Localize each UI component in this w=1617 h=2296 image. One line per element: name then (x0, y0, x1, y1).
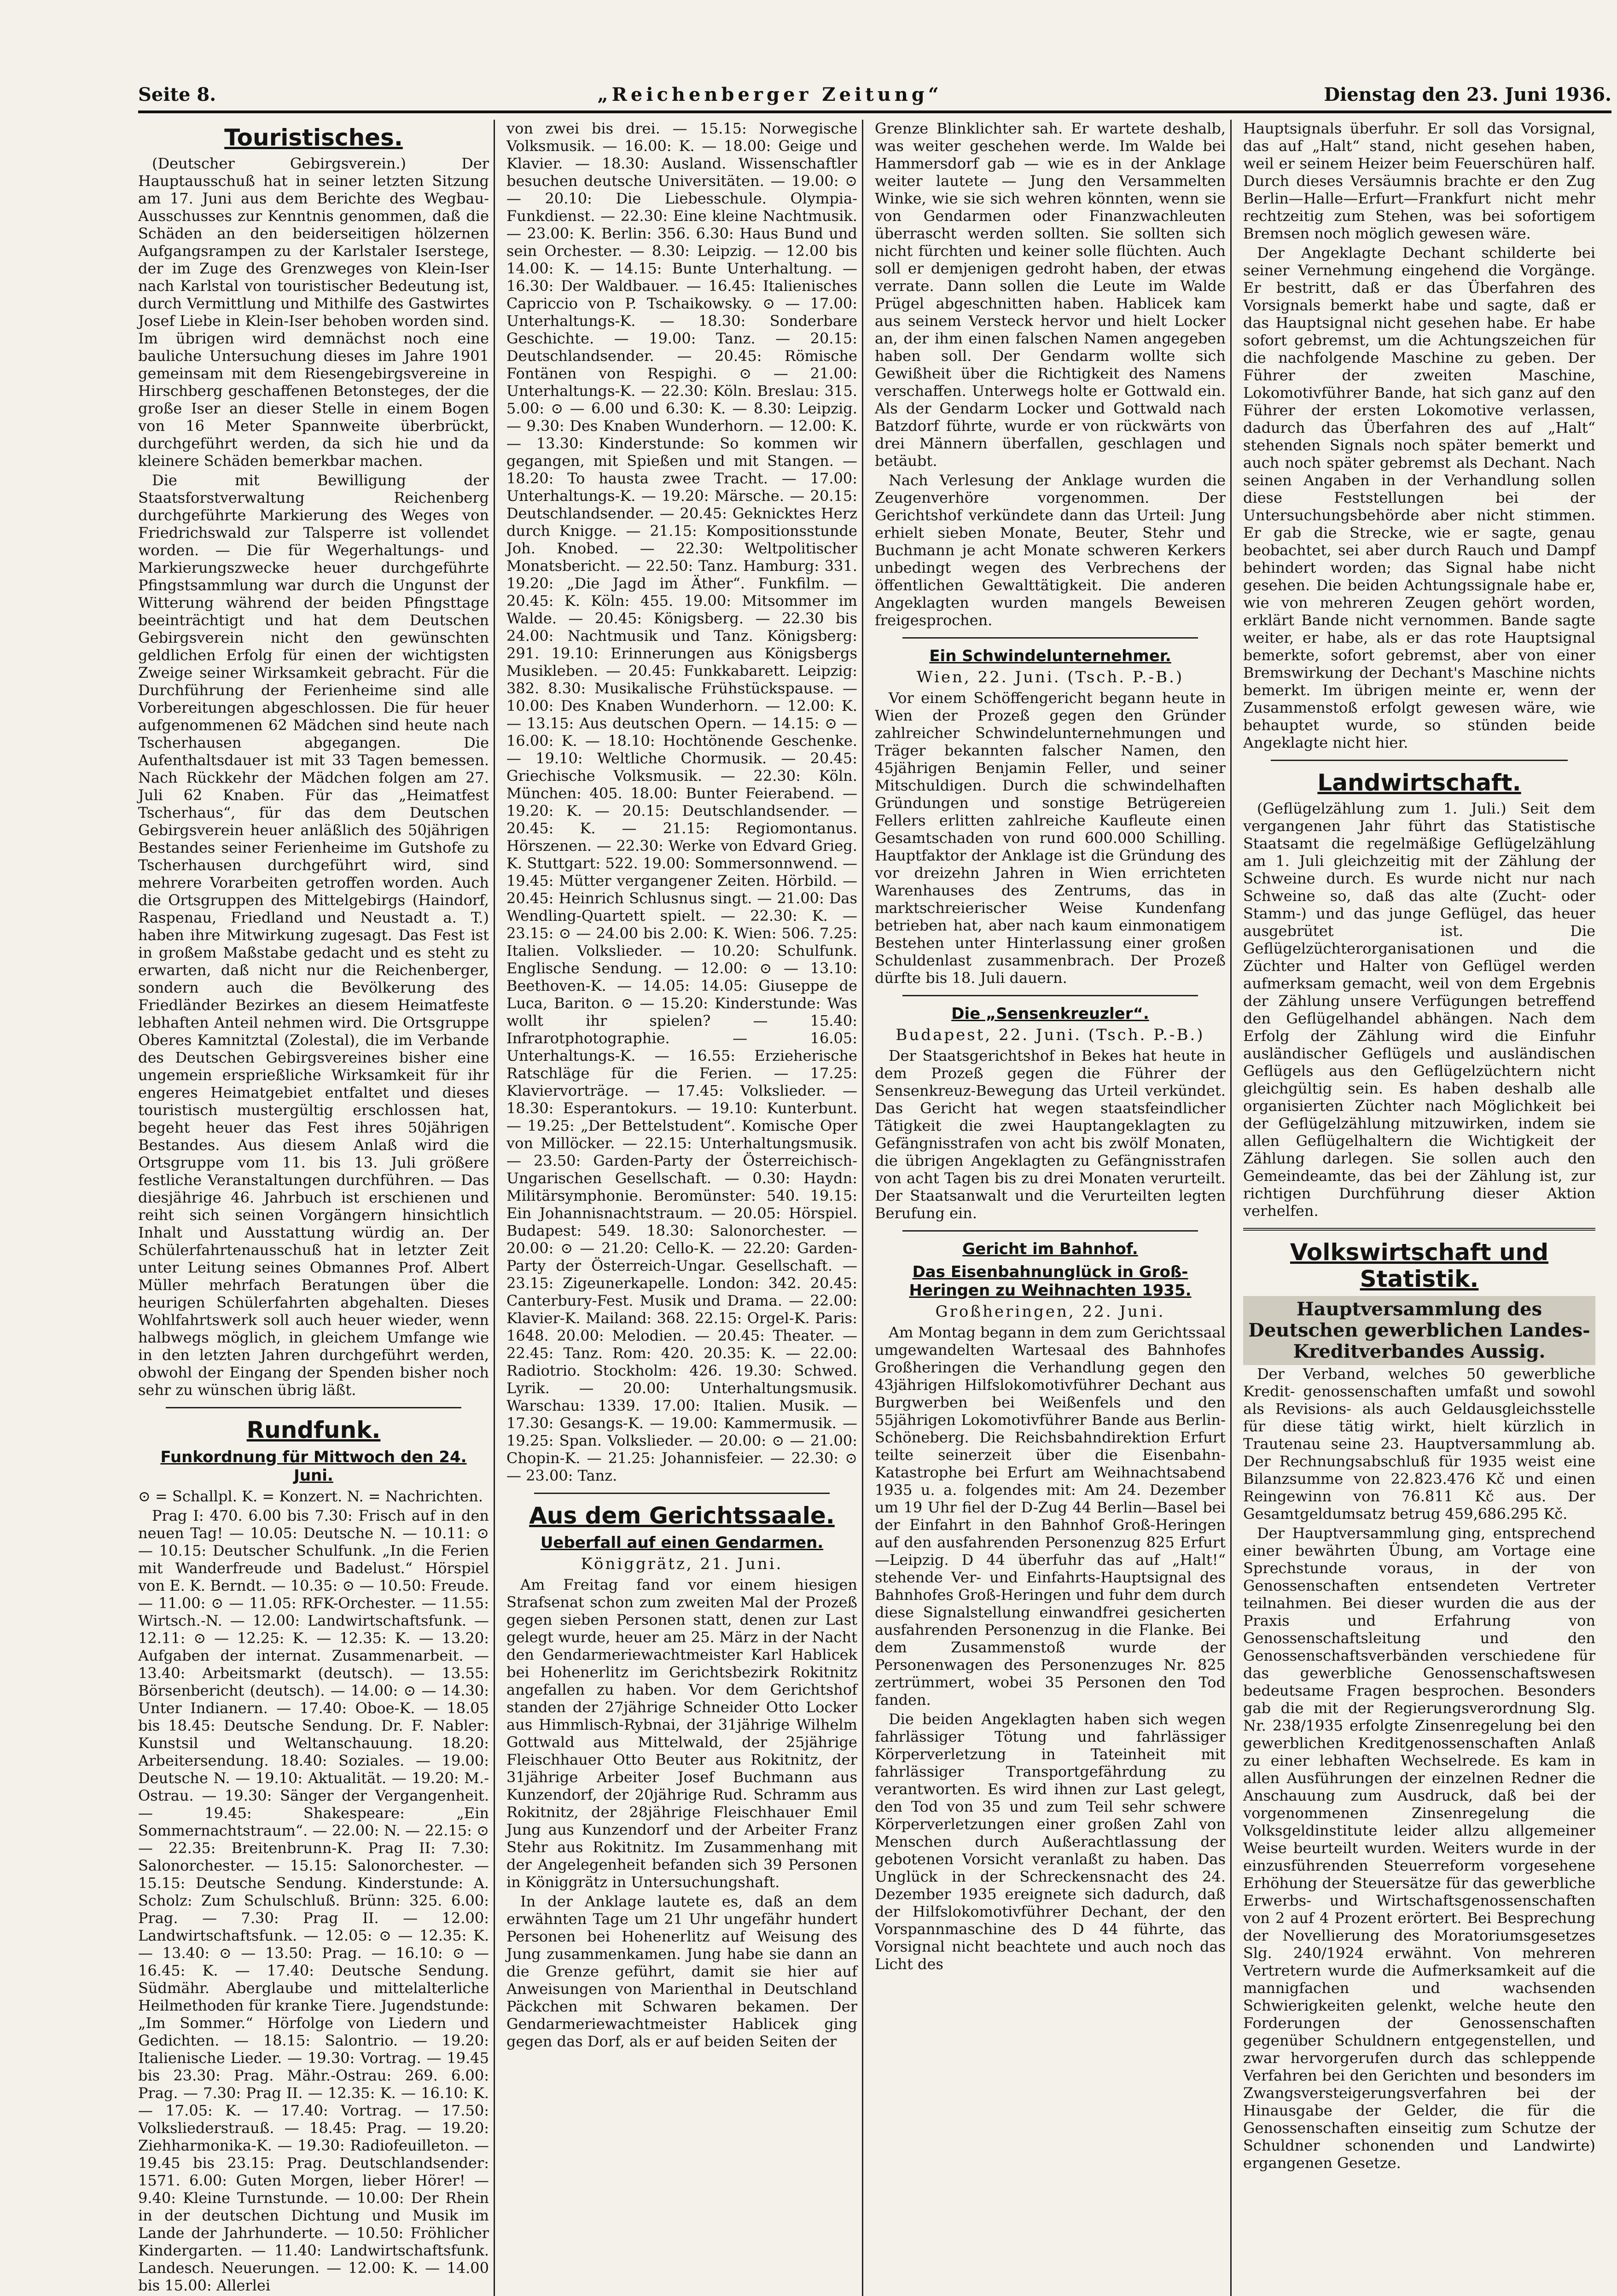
divider (166, 1407, 461, 1408)
article-paragraph: (Geflügelzählung zum 1. Juli.) Seit dem vergangenen Jahr führt das Statistische Staatsamt die regelmäßige Geflügelzählung am 1. Juli gleichzeitig mit der Zählung der Schweine durch. Es wurde nicht nur nach Schweine so, daß das alte (Zucht- oder Stamm-) und das junge Geflügel, das heuer ausgebrütet ist. Die Geflügelzüchterorganisationen und die Züchter und Halter von Geflügel werden aufmerksam gemacht, weil von dem Ergebnis der Zählung unsere Verfügungen betreffend den Geflügelhandel abhängen. Nach dem Erfolg der Zählung wird die Einfuhr ausländischer Geflügels und ausländischen Geflügels aus den Geflügelzüchtern nicht gleichgültig sein. Es haben deshalb alle organisierten Züchter nach Möglichkeit bei der Geflügelzählung mitzuwirken, indem sie allen Geflügelhaltern die Wichtigkeit der Zählung darlegen. Sie sollen auch den Gemeindeamte, das bei der Zählung ist, zur richtigen Durchführung dieser Aktion verhelfen. (1243, 800, 1595, 1220)
rundfunk-program: Prag I: 470. 6.00 bis 7.30: Frisch auf in den neuen Tag! — 10.05: Deutsche N. — 10.11: ⊙ — 10.15: Deutscher Schulfunk. „In die Ferien mit Wanderfreude und Badelust.“ Hörspiel von E. K. Berndt. — 10.35: ⊙ — 10.50: Freude. — 11.00: ⊙ — 11.05: RFK-Orchester. — 11.55: Wirtsch.-N. — 12.00: Landwirtschaftsfunk. — 12.11: ⊙ — 12.25: K. — 12.35: K. — 13.20: Aufgaben der internat. Zusammenarbeit. — 13.40: Arbeitsmarkt (deutsch). — 13.55: Börsenbericht (deutsch). — 14.00: ⊙ — 14.30: Unter Indianern. — 17.40: Oboe-K. — 18.05 bis 18.45: Deutsche Sendung. Dr. F. Nabler: Kunstsil und Weltanschauung. 18.20: Arbeitersendung. 18.40: Soziales. — 19.00: Deutsche N. — 19.10: Aktualität. — 19.20: M.-Ostrau. — 19.30: Sänger der Vergangenheit. — 19.45: Shakespeare: „Ein Sommernachtstraum“. — 22.00: N. — 22.15: ⊙ — 22.35: Breitenbrunn-K. Prag II: 7.30: Salonorchester. — 15.15: Salonorchester. — 15.15: Deutsche Sendung. Kinderstunde: A. Scholz: Zum Schulschluß. Brünn: 325. 6.00: Prag. — 7.30: Prag II. — 12.00: Landwirtschaftsfunk. — 12.05: ⊙ — 12.35: K. — 13.40: ⊙ — 13.50: Prag. — 16.10: ⊙ — 16.45: K. — 17.40: Deutsche Sendung. Südmähr. Aberglaube und mittelalterliche Heilmethoden für kranke Tiere. Jugendstunde: „Im Sommer.“ Hörfolge von Liedern und Gedichten. — 18.15: Salontrio. — 19.20: Italienische Lieder. — 19.30: Vortrag. — 19.45 bis 23.30: Prag. Mähr.-Ostrau: 269. 6.00: Prag. — 7.30: Prag II. — 12.35: K. — 16.10: K. — 17.05: K. — 17.40: Vortrag. — 17.50: Volksliederstrauß. — 18.45: Prag. — 19.20: Ziehharmonika-K. — 19.30: Radiofeuilleton. — 19.45 bis 23.15: Prag. Deutschlandsender: 1571. 6.00: Guten Morgen, lieber Hörer! — 9.40: Kleine Turnstunde. — 10.00: Der Rhein in der deutschen Dichtung und Musik im Lande der Jahrhunderte. — 10.50: Fröhlicher Kindergarten. — 11.40: Landwirtschaftsfunk. Landesch. Neuerungen. — 12.00: K. — 14.00 bis 15.00: Allerlei (138, 1507, 489, 2294)
dateline: Budapest, 22. Juni. (Tsch. P.-B.) (896, 1026, 1205, 1044)
divider (1271, 760, 1568, 761)
dateline: Großheringen, 22. Juni. (935, 1302, 1165, 1321)
article-paragraph: Der Hauptversammlung ging, entsprechend einer bewährten Übung, am Vortage eine Sprechstunde voraus, in der von Genossenschaften entsendeten Vertreter teilnahmen. Bei dieser wurden die aus der Praxis und Erfahrung von Genossenschaftsleitung und den Genossenschaftsverbänden verschiedene für das gewerbliche Genossenschaftswesen bedeutsame Fragen besprochen. Besonders gab die mit der Regierungsverordnung Slg. Nr. 238/1935 erfolgte Zinsenregelung bei den gewerblichen Kreditgenossenschaften Anlaß zu einer lebhaften Wechselrede. Es kam in allen Ausführungen der einzelnen Redner die Anschauung zum Ausdruck, daß bei der vorgenommenen Zinsenregelung die Volksgeldinstitute leider allzu allgemeiner Weise beurteilt wurden. Weiters wurde in der einzusführenden Steuerreform vorgesehene Erhöhung der Steuersätze für das gewerbliche Erwerbs- und Wirtschaftsgenossenschaften von 2 auf 4 Prozent erörtert. Bei Besprechung der Novellierung des Moratoriumsgesetzes Slg. 240/1924 erwähnt. Von mehreren Vertretern wurde die Aufmerksamkeit auf die mannigfachen und wachsenden Schwierigkeiten gelenkt, welche heute den Forderungen der Genossenschaften gegenüber Schuldnern entgegenstellen, und zwar hervorgerufen durch das schleppende Verfahren bei den Gerichten und besonders im Zwangsversteigerungsverfahren bei der Hinausgabe der Gelder, die für die Genossenschaften einseitig zum Schutze der Schuldner schonenden und Landwirte) ergangenen Gesetze. (1243, 1524, 1595, 2172)
article-paragraph: Vor einem Schöffengericht begann heute in Wien der Prozeß gegen den Gründer zahlreicher Schwindelunternehmungen und Träger bekannten falscher Namen, den 45jährigen Benjamin Feller, und seiner Mitschuldigen. Durch die schwindelhaften Gründungen und sonstige Betrügereien Fellers erlitten zahlreiche Kaufleute einen Gesamtschaden von rund 600.000 Schilling. Hauptfaktor der Anklage ist die Gründung des vor dreizehn Jahren in Wien errichteten Warenhauses des Zentrums, das in marktschreierischer Weise Kundenfang betrieben hat, aber nach kaum einmonatigem Bestehen unter Hinterlassung einer großen Schuldenlast zusammenbrach. Der Prozeß dürfte bis 18. Juli dauern. (875, 689, 1226, 987)
column-3 (875, 120, 1232, 2296)
article-title-highlighted: Hauptversammlung des Deutschen gewerblichen Landes-Kreditverbandes Aussig. (1243, 1296, 1595, 1365)
article-paragraph: Der Verband, welches 50 gewerbliche Kredit- genossenschaften umfaßt und sowohl als Revisions- als auch Geldausgleichsstelle für diese tätig wirkt, hielt kürzlich in Trautenau seine 23. Hauptversammlung ab. Der Rechnungsabschluß für 1935 weist eine Bilanzsumme von 22.823.476 Kč und einen Reingewinn von 76.811 Kč aus. Der Gesamtgeldumsatz betrug 459,686.295 Kč. (1243, 1365, 1595, 1523)
article-subtitle: Das Eisenbahnunglück in Groß-Heringen zu Weihnachten 1935. (909, 1263, 1192, 1300)
dateline: Wien, 22. Juni. (Tsch. P.-B.) (916, 668, 1184, 686)
article-paragraph: Die beiden Angeklagten haben sich wegen fahrlässiger Tötung und fahrlässiger Körperverletzung in Tateinheit mit fahrlässiger Transportgefährdung zu verantworten. Es wird ihnen zur Last gelegt, den Tod von 35 und zum Teil sehr schwere Körperverletzungen einer großen Zahl von Menschen durch Außerachtlassung der gebotenen Vorsicht veranlaßt zu haben. Das Unglück in der Schreckensnacht des 24. Dezember 1935 ereignete sich dadurch, daß der Hilfslokomotivführer Dechant, der den Vorspannmaschine des D 44 führte, das Vorsignal nicht beachtete und auch noch das Licht des (875, 1710, 1226, 1973)
dateline: Königgrätz, 21. Juni. (581, 1555, 783, 1573)
rundfunk-legend: ⊙ = Schallpl. K. = Konzert. N. = Nachrichten. (138, 1488, 483, 1505)
rundfunk-program-cont: von zwei bis drei. — 15.15: Norwegische Volksmusik. — 16.00: K. — 18.00: Geige und Klavier. — 18.30: Ausland. Wissenschaftler besuchen deutsche Universitäten. — 19.00: ⊙ — 20.10: Die Liebesschule. Olympia-Funkdienst. — 22.30: Eine kleine Nachtmusik. — 23.00: K. Berlin: 356. 6.30: Haus Bund und sein Orchester. — 8.30: Leipzig. — 12.00 bis 14.00: K. — 14.15: Bunte Unterhaltung. — 16.30: Der Waldbauer. — 16.45: Italienisches Capriccio von P. Tschaikowsky. ⊙ — 17.00: Unterhaltungs-K. — 18.30: Sonderbare Geschichte. — 19.00: Tanz. — 20.15: Deutschlandsender. — 20.45: Römische Fontänen von Respighi. ⊙ — 21.00: Unterhaltungs-K. — 22.30: Köln. Breslau: 315. 5.00: ⊙ — 6.00 und 6.30: K. — 8.30: Leipzig. — 9.30: Des Knaben Wunderhorn. — 12.00: K. — 13.30: Kinderstunde: So kommen wir gegangen, mit Spießen und mit Stangen. — 18.20: To hausta zwee Tracht. — 17.00: Unterhaltungs-K. — 19.20: Märsche. — 20.15: Deutschlandsender. — 20.45: Geknicktes Herz durch Knigge. — 21.15: Kompositionsstunde Joh. Knobed. — 22.30: Weltpolitischer Monatsbericht. — 22.50: Tanz. Hamburg: 331. 19.20: „Die Jagd im Äther“. Funkfilm. — 20.45: K. Köln: 455. 19.00: Mitsommer im Walde. — 20.45: Königsberg. — 22.30 bis 24.00: Nachtmusik und Tanz. Königsberg: 291. 19.10: Erinnerungen aus Königsbergs Musikleben. — 20.45: Funkkabarett. Leipzig: 382. 8.30: Musikalische Frühstückspause. — 10.00: Des Knaben Wunderhorn. — 12.00: K. — 13.15: Aus deutschen Opern. — 14.15: ⊙ — 16.00: K. — 18.10: Hochtönende Geschenke. — 19.10: Weltliche Chormusik. — 20.45: Griechische Volksmusik. — 22.30: Köln. München: 405. 18.00: Bunter Feierabend. — 19.20: K. — 20.15: Deutschlandsender. — 20.45: K. — 21.15: Regiomontanus. Hörszenen. — 22.30: Werke von Edvard Grieg. K. Stuttgart: 522. 19.00: Sommersonnwend. — 19.45: Mütter vergangener Zeiten. Hörbild. — 20.45: Heinrich Schlusnus singt. — 21.00: Das Wendling-Quartett spielt. — 22.30: K. — 23.15: ⊙ — 24.00 bis 2.00: K. Wien: 506. 7.25: Italien. Volkslieder. — 10.20: Schulfunk. Englische Sendung. — 12.00: ⊙ — 13.10: Beethoven-K. — 14.05: 14.05: Giuseppe de Luca, Bariton. ⊙ — 15.20: Kinderstunde: Was wollt ihr spielen? — 15.40: Infrarotphotographie. — 16.05: Unterhaltungs-K. — 16.55: Erzieherische Ratschläge für die Ferien. — 17.25: Klaviervorträge. — 17.45: Volkslieder. — 18.30: Esperantokurs. — 19.10: Kunterbunt. — 19.25: „Der Bettelstudent“. Komische Oper von Millöcker. — 22.15: Unterhaltungsmusik. — 23.50: Garden-Party der Österreichisch-Ungarischen Gesellschaft. — 0.30: Haydn: Militärsymphonie. Beromünster: 540. 19.15: Ein Johannisnachtstraum. — 20.05: Hörspiel. Budapest: 549. 18.30: Salonorchester. — 20.00: ⊙ — 21.20: Cello-K. — 22.20: Garden-Party der Österreich-Ungar. Gesellschaft. — 23.15: Zigeunerkapelle. London: 342. 20.45: Canterbury-Fest. Musik und Drama. — 22.00: Klavier-K. Mailand: 368. 22.15: Orgel-K. Paris: 1648. 20.00: Melodien. — 20.45: Theater. — 22.45: Tanz. Rom: 420. 20.35: K. — 22.00: Radiotrio. Stockholm: 426. 19.30: Schwed. Lyrik. — 20.00: Unterhaltungsmusik. Warschau: 1339. 17.00: Italien. Musik. — 17.30: Gesangs-K. — 19.00: Kammermusik. — 19.25: Span. Volkslieder. — 20.00: ⊙ — 21.00: Chopin-K. — 21.25: Johannisfeier. — 22.30: ⊙ — 23.00: Tanz. (506, 120, 857, 1484)
article-title: Gericht im Bahnhof. (962, 1240, 1138, 1258)
divider (902, 995, 1198, 996)
article-paragraph: (Deutscher Gebirgsverein.) Der Hauptausschuß hat in seiner letzten Sitzung am 17. Juni aus dem Berichte des Wegbau-Ausschusses zur Kenntnis genommen, daß die Schäden an den beiderseitigen hölzernen Aufgangsrampen zu der Karlstaler Iserstege, der im Zuge des Grenzweges von Klein-Iser nach Karlstal von touristischer Bedeutung ist, durch Vermittlung und Mithilfe des Gastwirtes Josef Liebe in Klein-Iser behoben worden sind. Im übrigen wird demnächst noch eine bauliche Untersuchung dieses im Jahre 1901 gemeinsam mit dem Riesengebirgsvereine in Hirschberg geschaffenen Betonsteges, der die große Iser an dieser Stelle in einem Bogen von 16 Meter Spannweite überbrückt, durchgeführt werden, da sich hie und da kleinere Schäden bemerkbar machen. (138, 155, 489, 470)
divider (534, 1493, 830, 1494)
section-title-volkswirtschaft: Volkswirtschaft und Statistik. (1290, 1239, 1549, 1292)
issue-date: Dienstag den 23. Juni 1936. (1324, 83, 1611, 105)
article-title: Ueberfall auf einen Gendarmen. (540, 1534, 824, 1552)
column-1 (138, 120, 495, 2296)
divider (902, 1230, 1198, 1232)
article-paragraph: Grenze Blinklichter sah. Er wartete deshalb, was weiter geschehen werde. Im Walde bei Hammersdorf gab — wie es in der Anklage weiter lautete — Jung den Versammelten Winke, wie sie sich wehren könnten, wenn sie von Gendarmen oder Finanzwachleuten überrascht werden sollten. Sie sollten sich nicht fürchten und keiner solle flüchten. Auch soll er demjenigen gedroht haben, der etwas verrate. Dann sollen die Leute im Walde Prügel abgeschnitten haben. Hablicek kam aus seinem Versteck hervor und hielt Locker an, der ihm einen falschen Namen angegeben haben soll. Der Gendarm wollte sich Gewißheit über die Richtigkeit des Namens verschaffen. Unterwegs holte er Gottwald ein. Als der Gendarm Locker und Gottwald nach Batzdorf führte, wurde er von rückwärts von drei Männern überfallen, geschlagen und betäubt. (875, 120, 1226, 470)
column-2 (506, 120, 863, 2296)
article-paragraph: Der Angeklagte Dechant schilderte bei seiner Vernehmung eingehend die Vorgänge. Er bestritt, daß er das Überfahren des Vorsignals bemerkt habe und sagte, daß er das Hauptsignal nicht gesehen habe. Er habe sofort gebremst, um die Achtungszeichen für die nachfolgende Maschine zu geben. Der Führer der zweiten Maschine, Lokomotivführer Bande, hat sich ganz auf den Führer der ersten Lokomotive verlassen, dadurch das Überfahren des auf „Halt“ stehenden Signals noch später bemerkt und auch noch später gebremst als Dechant. Nach seinen Angaben in der Verhandlung sollen diese Feststellungen bei der Untersuchungsbehörde aber nicht stimmen. Er gab die Strecke, wie er sagte, genau beobachtet, sei aber durch Rauch und Dampf behindert worden; das Signal habe nicht gesehen. Die beiden Achtungssignale habe er, wie von mehreren Zeugen gehört worden, erklärt Bande nicht vernommen. Bande sagte weiter, er habe, als er das rote Hauptsignal bemerkte, sofort gebremst, aber von einer Bremswirkung der Dechant's Maschine nichts bemerkt. Im übrigen meinte er, wenn der Zusammenstoß erfolgt gewesen wäre, wie behauptet wurde, so stünden beide Angeklagte nicht hier. (1243, 244, 1595, 751)
article-paragraph: Nach Verlesung der Anklage wurden die Zeugenverhöre vorgenommen. Der Gerichtshof verkündete dann das Urteil: Jung erhielt sieben Monate, Beuter, Stehr und Buchmann je acht Monate schweren Kerkers unbedingt wegen des Verbrechens der öffentlichen Gewalttätigkeit. Die anderen Angeklagten wurden mangels Beweisen freigesprochen. (875, 471, 1226, 629)
masthead (138, 78, 1611, 113)
column-4 (1243, 120, 1600, 2296)
article-paragraph: Die mit Bewilligung der Staatsforstverwaltung Reichenberg durchgeführte Markierung des Weges von Friedrichswald zur Talsperre ist vollendet worden. — Die für Wegerhaltungs- und Markierungszwecke heuer durchgeführte Pfingstsammlung war durch die Ungunst der Witterung während der beiden Pfingsttage beeinträchtigt und hat dem Deutschen Gebirgsverein nicht den gewünschten geldlichen Erfolg für einen der wichtigsten Zweige seiner Wirksamkeit gebracht. Für die Durchführung der Ferienheime sind alle Vorbereitungen abgeschlossen. Die für heuer aufgenommenen 62 Mädchen sind heute nach Tscherhausen abgegangen. Die Aufenthaltsdauer ist mit 33 Tagen bemessen. Nach Rückkehr der Mädchen folgen am 27. Juli 62 Knaben. Für das „Heimatfest Tscherhaus“, für das dem Deutschen Gebirgsverein heuer anläßlich des 50jährigen Bestandes seiner Ferienheime im Gutshofe zu Tscherhausen durchgeführt wird, sind mehrere Vorarbeiten getroffen worden. Auch die Ortsgruppen des Mittelgebirgs (Haindorf, Raspenau, Friedland und Neustadt a. T.) haben ihre Mitwirkung zugesagt. Das Fest ist in großem Maßstabe gedacht und es steht zu erwarten, daß nicht nur die Reichenberger, sondern auch die Bevölkerung des Friedländer Bezirkes an diesem Heimatfeste lebhaften Anteil nehmen wird. Die Ortsgruppe Oberes Kamnitztal (Zolestal), die im Verbande des Deutschen Gebirgsvereines bisher eine ungemein ersprießliche Wirksamkeit für ihr engeres Heimatgebiet entfaltet und dieses touristisch mustergültig erschlossen hat, begeht heuer das Fest ihres 50jährigen Bestandes. Aus diesem Anlaß wird die Ortsgruppe vom 11. bis 13. Juli größere festliche Veranstaltungen durchführen. — Das diesjährige 46. Jahrbuch ist erschienen und reiht sich seinen Vorgängern hinsichtlich Inhalt und Ausstattung würdig an. Der Schülerfahrtenausschuß hat in letzter Zeit unter Leitung seines Obmannes Prof. Albert Müller mehrfach Beratungen über die heurigen Schülerfahrten abgehalten. Dieses Wohlfahrtswerk soll auch heuer wieder, wenn halbwegs möglich, in gleichem Umfange wie in den letzten Jahren durchgeführt werden, obwohl der Eingang der Spenden bisher noch sehr zu wünschen übrig läßt. (138, 471, 489, 1399)
rundfunk-subtitle: Funkordnung für Mittwoch den 24. Juni. (160, 1448, 467, 1485)
article-paragraph: Hauptsignals überfuhr. Er soll das Vorsignal, das auf „Halt“ stand, nicht gesehen haben, weil er seinem Heizer beim Feuerschüren half. Durch dieses Versäumnis brachte er den Zug Berlin—Halle—Erfurt—Frankfurt nicht mehr rechtzeitig zum Stehen, was bei sofortigem Bremsen noch möglich gewesen wäre. (1243, 120, 1595, 242)
section-title-gericht: Aus dem Gerichtssaale. (529, 1502, 835, 1529)
article-paragraph: In der Anklage lautete es, daß an dem erwähnten Tage um 21 Uhr ungefähr hundert Personen bei Hohenerlitz auf Weisung des Jung zusammenkamen. Jung habe sie dann an die Grenze geführt, damit sie hier auf Anweisungen von Marienthal in Deutschland Päckchen mit Schwaren bekamen. Der Gendarmeriewachtmeister Hablicek ging gegen das Dorf, als er auf beiden Seiten der (506, 1893, 857, 2050)
article-paragraph: Der Staatsgerichtshof in Bekes hat heute in dem Prozeß gegen die Führer der Sensenkreuz-Bewegung das Urteil verkündet. Das Gericht hat wegen staatsfeindlicher Tätigkeit die zwei Hauptangeklagten zu Gefängnisstrafen von acht bis zwölf Monaten, die übrigen Angeklagten zu Gefängnisstrafen von acht Tagen bis zu drei Monaten verurteilt. Der Staatsanwalt und die Verurteilten legten Berufung ein. (875, 1047, 1226, 1222)
section-title-landwirtschaft: Landwirtschaft. (1317, 769, 1521, 796)
section-title-rundfunk: Rundfunk. (246, 1417, 381, 1443)
divider (1243, 1228, 1595, 1231)
article-paragraph: Am Freitag fand vor einem hiesigen Strafsenat schon zum zweiten Mal der Prozeß gegen sieben Personen statt, denen zur Last gelegt wurde, heuer am 25. März in der Nacht den Gendarmeriewachtmeister Karl Hablicek bei Hohenerlitz im Gerichtsbezirk Rokitnitz angefallen zu haben. Vor dem Gerichtshof standen der 27jährige Schneider Otto Locker aus Himmlisch-Rybnai, der 31jährige Wilhelm Gottwald aus Mittelwald, der 25jährige Fleischhauer Otto Beuter aus Rokitnitz, der 31jährige Arbeiter Josef Buchmann aus Kunzendorf, der 20jährige Rud. Schramm aus Rokitnitz, der 28jährige Fleischhauer Emil Jung aus Kunzendorf und der Arbeiter Franz Stehr aus Rokitnitz. Im Zusammenhang mit der Angelegenheit befanden sich 39 Personen in Königgrätz in Untersuchungshaft. (506, 1576, 857, 1891)
page-number: Seite 8. (138, 83, 216, 105)
article-title: Die „Sensenkreuzler“. (951, 1005, 1149, 1023)
divider (902, 637, 1198, 639)
section-title-touristik: Touristisches. (224, 124, 403, 151)
columns (138, 120, 1611, 2294)
article-title: Ein Schwindelunternehmer. (929, 647, 1171, 665)
newspaper-title: „Reichenberger Zeitung“ (597, 83, 942, 105)
article-paragraph: Am Montag begann in dem zum Gerichtssaal umgewandelten Wartesaal des Bahnhofes Großheringen die Verhandlung gegen den 43jährigen Hilfslokomotivführer Dechant aus Burgwerben bei Weißenfels und den 55jährigen Lokomotivführer Bande aus Berlin-Schöneberg. Die Reichsbahndirektion Erfurt teilte seinerzeit über die Eisenbahn-Katastrophe bei Erfurt am Weihnachtsabend 1935 u. a. folgendes mit: Am 24. Dezember um 19 Uhr fiel der D-Zug 44 Berlin—Basel bei der Einfahrt in den Bahnhof Groß-Heringen auf den ausfahrenden Personenzug 825 Erfurt—Leipzig. D 44 überfuhr das auf „Halt!“ stehende Ver- und Einfahrts-Hauptsignal des Bahnhofes Groß-Heringen und fuhr dem durch diese Signalstellung einwandfrei gesicherten ausfahrenden Personenzug in die Flanke. Bei dem Zusammenstoß wurde der Personenwagen des Personenzuges Nr. 825 zertrümmert, wobei 35 Personen den Tod fanden. (875, 1324, 1226, 1709)
